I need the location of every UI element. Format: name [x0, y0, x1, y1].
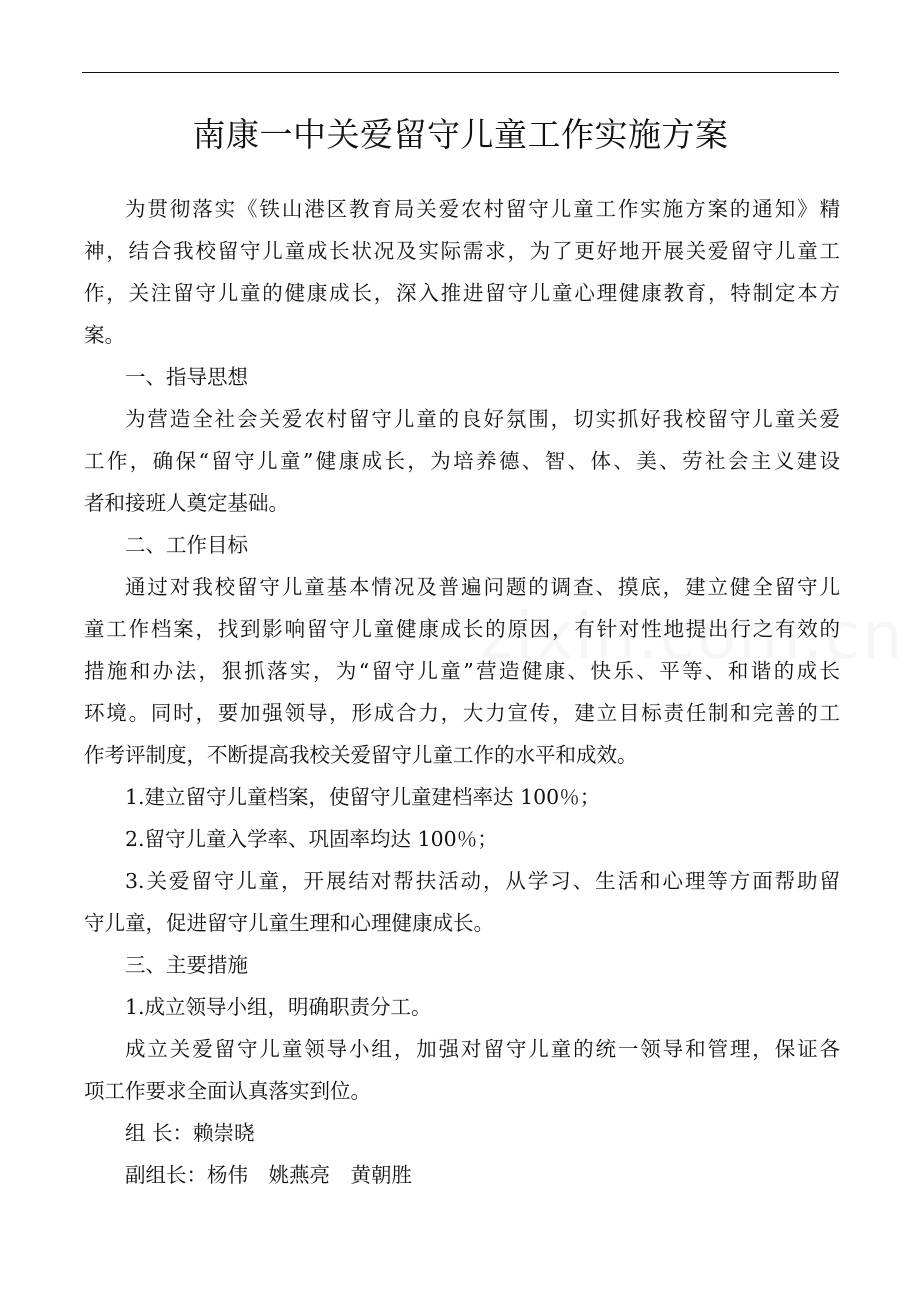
text-line: 环境。同时，要加强领导，形成合力，大力宣传，建立目标责任制和完善的工	[84, 701, 840, 725]
text-line: 者和接班人奠定基础。	[84, 491, 289, 515]
text-line: 项工作要求全面认真落实到位。	[84, 1079, 371, 1103]
text-line: 工作，确保“留守儿童”健康成长，为培养德、智、体、美、劳社会主义建设	[84, 449, 840, 473]
text-line: 童工作档案，找到影响留守儿童健康成长的原因，有针对性地提出行之有效的	[84, 617, 840, 641]
text-line: 作，关注留守儿童的健康成长，深入推进留守儿童心理健康教育，特制定本方	[84, 281, 840, 305]
text-line: 案。	[84, 323, 125, 347]
text-line: 一、指导思想	[125, 365, 248, 389]
text-line: 3.关爱留守儿童，开展结对帮扶活动，从学习、生活和心理等方面帮助留	[125, 869, 840, 893]
text-line: 1.成立领导小组，明确职责分工。	[125, 995, 432, 1019]
text-line: 措施和办法，狠抓落实，为“留守儿童”营造健康、快乐、平等、和谐的成长	[84, 659, 840, 683]
document-body	[84, 188, 840, 1196]
text-line: 1.建立留守儿童档案，使留守儿童建档率达 100％；	[125, 785, 601, 809]
text-line: 成立关爱留守儿童领导小组，加强对留守儿童的统一领导和管理，保证各	[125, 1037, 840, 1061]
text-line: 为贯彻落实《铁山港区教育局关爱农村留守儿童工作实施方案的通知》精	[125, 197, 840, 221]
text-line: 副组长：杨伟 姚燕亮 黄朝胜	[125, 1163, 412, 1187]
text-line: 2.留守儿童入学率、巩固率均达 100％；	[125, 827, 498, 851]
text-line: 神，结合我校留守儿童成长状况及实际需求，为了更好地开展关爱留守儿童工	[84, 239, 840, 263]
text-line: 作考评制度，不断提高我校关爱留守儿童工作的水平和成效。	[84, 743, 638, 767]
text-line: 二、工作目标	[125, 533, 248, 557]
text-line: 守儿童，促进留守儿童生理和心理健康成长。	[84, 911, 494, 935]
text-line: 三、主要措施	[125, 953, 248, 977]
header-rule	[82, 72, 839, 73]
text-line: 通过对我校留守儿童基本情况及普遍问题的调查、摸底，建立健全留守儿	[125, 575, 840, 599]
document-title: 南康一中关爱留守儿童工作实施方案	[192, 115, 729, 154]
text-line: 为营造全社会关爱农村留守儿童的良好氛围，切实抓好我校留守儿童关爱	[125, 407, 840, 431]
text-line: 组 长：赖崇晓	[125, 1121, 255, 1145]
